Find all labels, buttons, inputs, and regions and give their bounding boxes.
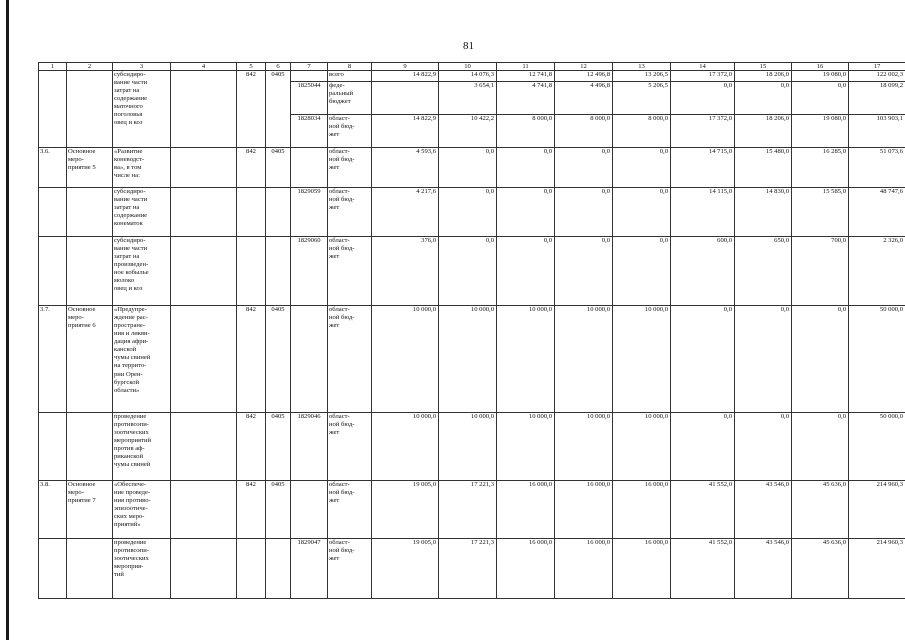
table-row [39,413,905,481]
table-cell-amount: 0,0 [613,237,671,306]
table-cell-source: област- ной бюд- жет [328,481,372,539]
table-cell-amount: 5 206,5 [613,82,671,115]
budget-table [38,62,905,599]
column-header: 13 [613,63,671,71]
table-cell-amount: 12 741,8 [497,71,555,82]
table-cell-amount: 3 654,1 [439,82,497,115]
table-cell-code [291,481,328,539]
table-cell-amount: 14 076,3 [439,71,497,82]
table-cell-amount: 14 830,0 [735,188,792,237]
table-cell-c2: Основное меро- приятие 5 [67,148,113,188]
table-cell-amount: 0,0 [735,306,792,413]
page-number: 81 [463,40,474,52]
table-cell-amount: 14 822,9 [372,71,439,82]
table-cell-amount: 0,0 [613,148,671,188]
table-cell-amount: 650,0 [735,237,792,306]
column-header: 6 [266,63,291,71]
table-cell-c6: 0405 [266,71,291,148]
table-cell-amount: 0,0 [555,148,613,188]
table-cell-c6: 0405 [266,481,291,539]
table-row [39,188,905,237]
table-cell-amount: 10 000,0 [613,413,671,481]
table-cell-c4 [171,481,237,539]
column-header: 3 [113,63,171,71]
table-cell-code [291,71,328,82]
table-cell-amount: 0,0 [671,82,735,115]
column-header: 12 [555,63,613,71]
table-cell-amount: 0,0 [792,413,849,481]
table-cell-code [291,306,328,413]
table-cell-amount: 16 285,0 [792,148,849,188]
table-cell-c6 [266,539,291,599]
table-cell-amount: 50 000,0 [849,306,905,413]
table-cell-amount: 10 000,0 [555,306,613,413]
table-cell-amount: 0,0 [671,306,735,413]
table-cell-source: всего [328,71,372,82]
table-cell-amount: 0,0 [497,148,555,188]
table-cell-amount: 45 636,0 [792,539,849,599]
table-cell-amount: 376,0 [372,237,439,306]
table-cell-amount: 4 496,8 [555,82,613,115]
column-header: 9 [372,63,439,71]
table-cell-amount: 19 080,0 [792,71,849,82]
table-cell-c1 [39,71,67,148]
table-cell-c5 [237,188,266,237]
column-header: 1 [39,63,67,71]
table-cell-code: 1828034 [291,115,328,148]
table-cell-c3: проведение противоэпи- зоотических мероприя- тий [113,539,171,599]
table-cell-c3: «Обеспече- ние проведе- ния противо- эпизоотиче- ских меро- приятий» [113,481,171,539]
table-cell-code: 1829060 [291,237,328,306]
table-cell-amount: 214 960,3 [849,481,905,539]
table-cell-amount: 4 741,8 [497,82,555,115]
table-cell-c2 [67,413,113,481]
table-cell-amount: 48 747,6 [849,188,905,237]
table-cell-code [291,148,328,188]
table-cell-c1: 3.6. [39,148,67,188]
table-cell-amount: 10 000,0 [497,306,555,413]
column-header: 8 [328,63,372,71]
table-cell-c1 [39,539,67,599]
table-cell-amount: 122 002,3 [849,71,905,82]
table-cell-amount: 4 217,6 [372,188,439,237]
table-cell-amount: 0,0 [439,188,497,237]
table-row [39,539,905,599]
table-cell-amount: 45 636,0 [792,481,849,539]
table-cell-amount: 14 715,0 [671,148,735,188]
table-cell-amount: 103 903,1 [849,115,905,148]
page-edge-line [6,0,9,640]
table-cell-amount: 16 000,0 [555,481,613,539]
column-header: 7 [291,63,328,71]
table-cell-amount: 10 000,0 [613,306,671,413]
table-cell-c2 [67,71,113,148]
table-cell-source: област- ной бюд- жет [328,148,372,188]
column-header: 15 [735,63,792,71]
table-cell-amount: 12 496,8 [555,71,613,82]
table-cell-code: 1825044 [291,82,328,115]
table-cell-amount: 10 000,0 [372,413,439,481]
table-cell-amount: 16 000,0 [613,539,671,599]
table-cell-c5: 842 [237,71,266,148]
table-cell-c6 [266,237,291,306]
table-cell-c2: Основное меро- приятие 7 [67,481,113,539]
table-cell-amount: 17 372,0 [671,115,735,148]
column-number-row [39,63,905,71]
column-header: 11 [497,63,555,71]
table-cell-c6: 0405 [266,148,291,188]
table-cell-c4 [171,148,237,188]
table-cell-c2: Основное меро- приятие 6 [67,306,113,413]
table-cell-amount: 18 206,0 [735,115,792,148]
table-cell-source: област- ной бюд- жет [328,115,372,148]
table-cell-amount: 17 372,0 [671,71,735,82]
table-cell-source: област- ной бюд- жет [328,306,372,413]
table-cell-amount: 15 585,0 [792,188,849,237]
column-header: 4 [171,63,237,71]
table-cell-amount: 10 000,0 [497,413,555,481]
table-cell-c6: 0405 [266,413,291,481]
table-cell-amount: 41 552,0 [671,481,735,539]
table-cell-c1: 3.8. [39,481,67,539]
table-cell-amount: 0,0 [555,237,613,306]
table-cell-amount: 10 000,0 [439,306,497,413]
table-cell-amount: 8 000,0 [613,115,671,148]
table-cell-amount: 0,0 [497,188,555,237]
table-cell-amount: 600,0 [671,237,735,306]
table-cell-amount: 700,0 [792,237,849,306]
table-cell-amount: 16 000,0 [555,539,613,599]
table-cell-amount: 0,0 [439,237,497,306]
table-row [39,71,905,82]
table-cell-amount: 0,0 [671,413,735,481]
table-cell-c6: 0405 [266,306,291,413]
table-cell-amount: 16 000,0 [497,539,555,599]
table-cell-amount: 0,0 [792,82,849,115]
table-cell-c3: субсидиро- вание части затрат на содержание конематок [113,188,171,237]
table-cell-amount: 0,0 [439,148,497,188]
table-cell-c2 [67,237,113,306]
table-cell-amount: 17 221,3 [439,481,497,539]
table-cell-c1 [39,188,67,237]
column-header: 5 [237,63,266,71]
table-cell-amount: 18 206,0 [735,71,792,82]
table-cell-amount: 19 005,0 [372,539,439,599]
table-cell-c5: 842 [237,481,266,539]
table-cell-amount: 15 480,0 [735,148,792,188]
table-cell-amount: 16 000,0 [613,481,671,539]
table-cell-amount: 14 822,9 [372,115,439,148]
table-cell-amount: 0,0 [497,237,555,306]
table-cell-source: област- ной бюд- жет [328,237,372,306]
table-cell-source: феде- ральный бюджет [328,82,372,115]
table-cell-c4 [171,188,237,237]
table-cell-source: област- ной бюд- жет [328,188,372,237]
table-cell-amount: 4 593,6 [372,148,439,188]
table-cell-c5: 842 [237,413,266,481]
table-cell-code: 1829059 [291,188,328,237]
table-cell-c5: 842 [237,306,266,413]
table-cell-c3: субсидиро- вание части затрат на произведен- ное кобылье молоко овец и коз [113,237,171,306]
table-cell-c2 [67,188,113,237]
table-cell-amount: 0,0 [735,413,792,481]
column-header: 2 [67,63,113,71]
table-cell-c4 [171,413,237,481]
table-row [39,148,905,188]
table-cell-c4 [171,237,237,306]
column-header: 10 [439,63,497,71]
table-cell-amount: 10 000,0 [555,413,613,481]
table-cell-source: област- ной бюд- жет [328,539,372,599]
table-cell-amount: 43 546,0 [735,481,792,539]
table-row [39,306,905,413]
table-cell-amount: 41 552,0 [671,539,735,599]
column-header: 16 [792,63,849,71]
table-cell-amount: 10 422,2 [439,115,497,148]
table-cell-c1: 3.7. [39,306,67,413]
table-cell-c5 [237,237,266,306]
table-cell-amount: 0,0 [792,306,849,413]
table-cell-amount: 17 221,3 [439,539,497,599]
table-cell-amount: 10 000,0 [439,413,497,481]
table-cell-c3: субсидиро- вание части затрат на содержание маточного поголовья овец и коз [113,71,171,148]
table-cell-amount: 0,0 [555,188,613,237]
table-cell-amount: 50 000,0 [849,413,905,481]
table-row [39,237,905,306]
table-cell-amount: 43 546,0 [735,539,792,599]
table-cell-amount: 13 206,5 [613,71,671,82]
table-cell-amount: 19 080,0 [792,115,849,148]
table-cell-amount: 51 073,6 [849,148,905,188]
table-cell-amount [372,82,439,115]
table-cell-code: 1829046 [291,413,328,481]
table-cell-amount: 0,0 [735,82,792,115]
table-cell-amount: 2 326,0 [849,237,905,306]
table-cell-c5 [237,539,266,599]
column-header: 17 [849,63,905,71]
table-cell-c4 [171,306,237,413]
table-cell-c2 [67,539,113,599]
table-cell-amount: 8 000,0 [555,115,613,148]
table-cell-code: 1829047 [291,539,328,599]
table-cell-amount: 18 099,2 [849,82,905,115]
table-cell-amount: 8 000,0 [497,115,555,148]
table-cell-c6 [266,188,291,237]
table-cell-amount: 10 000,0 [372,306,439,413]
table-cell-c4 [171,539,237,599]
table-cell-c1 [39,413,67,481]
table-cell-c3: проведение противоэпи- зоотических мероприятий против аф- риканской чумы свиней [113,413,171,481]
table-cell-c3: «Предупре- ждение рас- простране- ния и ликви- дация афри- канской чумы свиней на террито- рии Орен- бургской области» [113,306,171,413]
table-cell-c5: 842 [237,148,266,188]
table-row [39,481,905,539]
table-cell-source: област- ной бюд- жет [328,413,372,481]
table-cell-c3: «Развитие коневодст- ва», в том числе на: [113,148,171,188]
table-cell-amount: 19 005,0 [372,481,439,539]
table-cell-amount: 0,0 [613,188,671,237]
table-cell-amount: 214 960,3 [849,539,905,599]
column-header: 14 [671,63,735,71]
table-cell-amount: 16 000,0 [497,481,555,539]
table-cell-c1 [39,237,67,306]
table-cell-amount: 14 115,0 [671,188,735,237]
table-cell-c4 [171,71,237,148]
